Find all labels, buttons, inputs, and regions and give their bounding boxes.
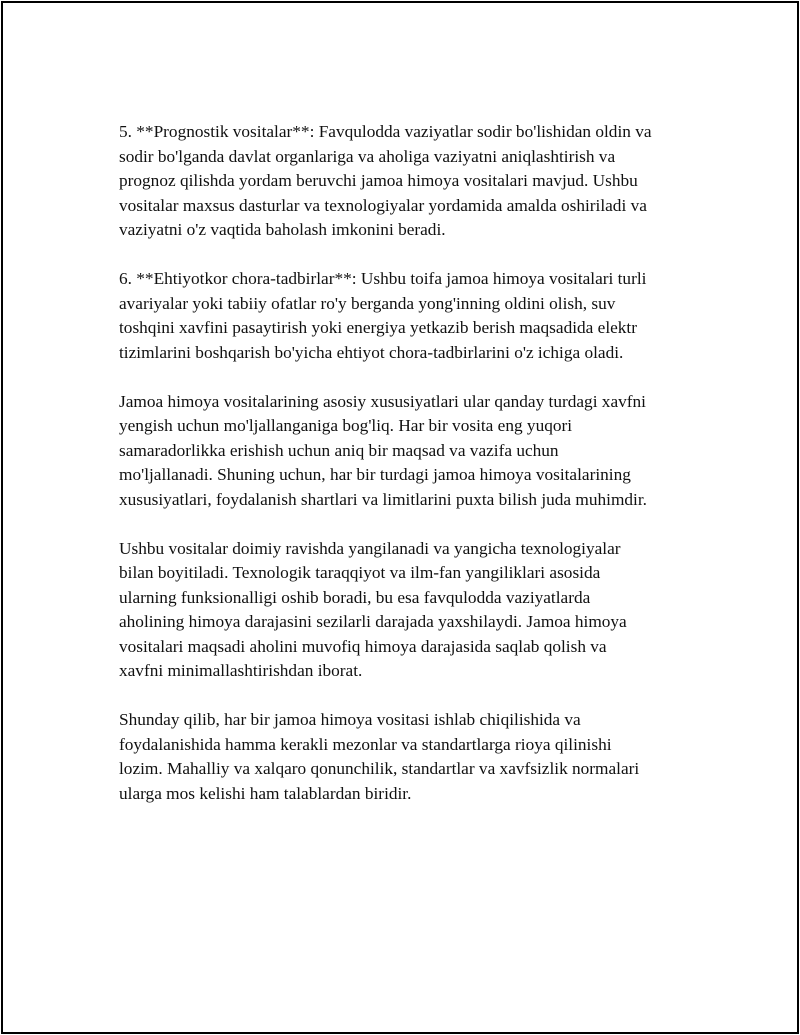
text-line: lozim. Mahalliy va xalqaro qonunchilik, standartlar va xavfsizlik normalari <box>119 759 640 778</box>
paragraph-ehtiyotkor-chora-tadbirlar <box>119 267 699 365</box>
page-frame <box>1 1 799 1034</box>
text-line: samaradorlikka erishish uchun aniq bir maqsad va vazifa uchun <box>119 440 559 460</box>
text-line: Ushbu vositalar doimiy ravishda yangilanadi va yangicha texnologiyalar <box>119 538 621 558</box>
text-line: vositalari maqsadi aholini muvofiq himoya darajasida saqlab qolish va <box>119 636 607 656</box>
text-line: mo'ljallanadi. Shuning uchun, har bir turdagi jamoa himoya vositalarining <box>119 465 631 484</box>
paragraph-yangilanish <box>119 537 699 684</box>
text-line: xususiyatlari, foydalanish shartlari va limitlarini puxta bilish juda muhimdir. <box>119 489 647 509</box>
text-line: foydalanishida hamma kerakli mezonlar va standartlarga rioya qilinishi <box>119 734 612 754</box>
paragraph-prognostik-vositalar <box>119 120 699 243</box>
text-line: vaziyatni o'z vaqtida baholash imkonini beradi. <box>119 220 446 239</box>
text-line: bilan boyitiladi. Texnologik taraqqiyot va ilm-fan yangiliklari asosida <box>119 563 601 582</box>
text-line: yengish uchun mo'ljallanganiga bog'liq. Har bir vosita eng yuqori <box>119 416 573 435</box>
text-line: avariyalar yoki tabiiy ofatlar ro'y berganda yong'inning oldini olish, suv <box>119 293 616 313</box>
paragraph-asosiy-xususiyatlar <box>119 390 699 513</box>
text-line: xavfni minimallashtirishdan iborat. <box>119 661 363 680</box>
text-line: ularning funksionalligi oshib boradi, bu esa favqulodda vaziyatlarda <box>119 587 591 607</box>
text-line: vositalar maxsus dasturlar va texnologiyalar yordamida amalda oshiriladi va <box>119 195 647 215</box>
text-line: aholining himoya darajasini sezilarli darajada yaxshilaydi. Jamoa himoya <box>119 612 627 631</box>
document-body <box>119 120 699 831</box>
text-line: prognoz qilishda yordam beruvchi jamoa himoya vositalari mavjud. Ushbu <box>119 171 638 190</box>
text-line: 6. **Ehtiyotkor chora-tadbirlar**: Ushbu toifa jamoa himoya vositalari turli <box>119 269 647 288</box>
text-line: 5. **Prognostik vositalar**: Favqulodda vaziyatlar sodir bo'lishidan oldin va <box>119 122 652 141</box>
text-line: Jamoa himoya vositalarining asosiy xususiyatlari ular qanday turdagi xavfni <box>119 391 646 411</box>
text-line: toshqini xavfini pasaytirish yoki energiya yetkazib berish maqsadida elektr <box>119 318 637 337</box>
text-line: sodir bo'lganda davlat organlariga va aholiga vaziyatni aniqlashtirish va <box>119 146 616 166</box>
text-line: Shunday qilib, har bir jamoa himoya vositasi ishlab chiqilishida va <box>119 710 581 729</box>
paragraph-xulosa <box>119 708 699 806</box>
text-line: ularga mos kelishi ham talablardan biridir. <box>119 783 412 803</box>
text-line: tizimlarini boshqarish bo'yicha ehtiyot chora-tadbirlarini o'z ichiga oladi. <box>119 342 624 362</box>
